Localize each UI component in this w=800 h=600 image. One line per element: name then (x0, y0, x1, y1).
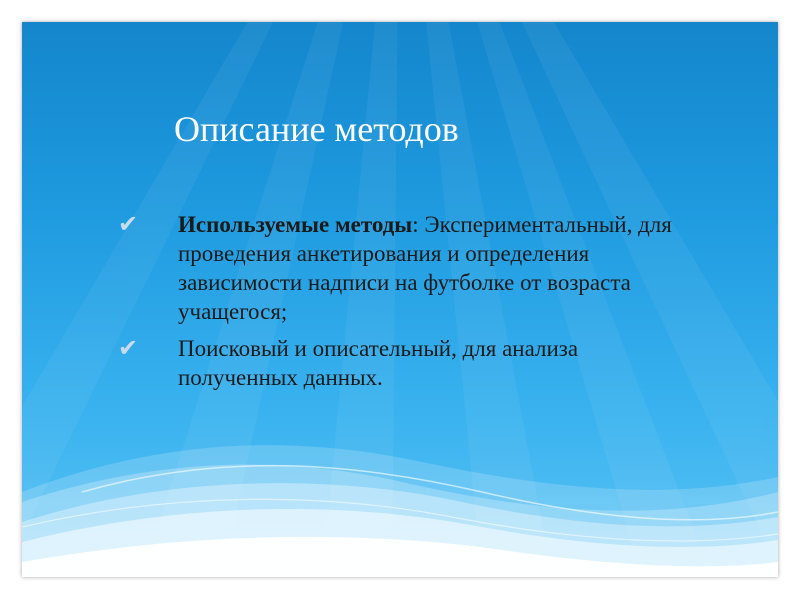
check-icon: ✔ (118, 334, 139, 362)
bullet-item-methods (118, 210, 678, 326)
slide-title: Описание методов (174, 109, 459, 149)
bullet-item-search (118, 334, 678, 392)
bullet-lead: Используемые методы (178, 212, 413, 237)
bullet-list (118, 210, 678, 400)
bullet-text: : Экспериментальный, для проведения анкетирования и определения зависимости надписи на футболке от возраста учащегося; (178, 212, 672, 324)
bullet-text: Поисковый и описательный, для анализа полученных данных. (178, 336, 579, 390)
check-icon: ✔ (118, 210, 139, 238)
slide (22, 22, 778, 577)
